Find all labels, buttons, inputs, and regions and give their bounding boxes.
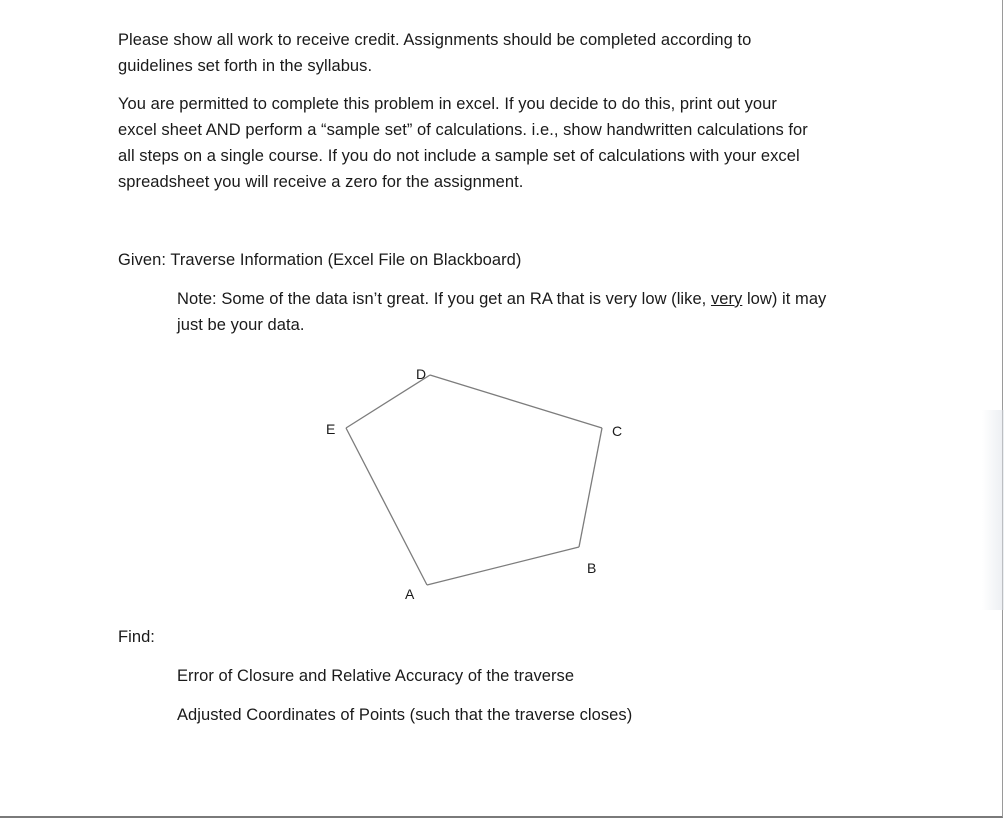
course-c-d — [430, 375, 602, 428]
point-label-e: E — [326, 421, 336, 437]
instructions-paragraph-1 — [118, 27, 918, 79]
point-label-b: B — [587, 560, 597, 576]
edge-shadow — [982, 410, 1004, 610]
course-a-b — [427, 547, 579, 585]
note-line-2: just be your data. — [177, 316, 305, 334]
course-d-e — [346, 375, 430, 428]
find-item: Adjusted Coordinates of Points (such that the traverse closes) — [177, 706, 633, 724]
point-label-c: C — [612, 423, 623, 439]
note-line-1 — [177, 286, 957, 312]
data-quality-note — [177, 286, 957, 338]
note-text-after: low) it may — [742, 290, 827, 308]
point-label-a: A — [405, 586, 415, 602]
note-emphasis-underlined: very — [710, 290, 743, 308]
point-label-d: D — [416, 366, 427, 382]
course-b-c — [579, 428, 602, 547]
text-line: You are permitted to complete this problem in excel. If you decide to do this, print out your — [118, 95, 777, 113]
text-line: excel sheet AND perform a “sample set” of calculations. i.e., show handwritten calculations for — [118, 121, 808, 139]
text-line: spreadsheet you will receive a zero for the assignment. — [118, 173, 524, 191]
text-line: all steps on a single course. If you do not include a sample set of calculations with your excel — [118, 147, 800, 165]
find-item: Error of Closure and Relative Accuracy of the traverse — [177, 667, 575, 685]
traverse-diagram — [300, 355, 660, 615]
note-text-before: Note: Some of the data isn’t great. If you get an RA that is very low (like, — [177, 290, 711, 308]
course-e-a — [346, 428, 427, 585]
text-line: guidelines set forth in the syllabus. — [118, 57, 373, 75]
text-line: Please show all work to receive credit. Assignments should be completed according to — [118, 31, 752, 49]
given-heading: Given: Traverse Information (Excel File on Blackboard) — [118, 251, 522, 269]
find-heading: Find: — [118, 628, 155, 646]
instructions-paragraph-2 — [118, 91, 918, 195]
